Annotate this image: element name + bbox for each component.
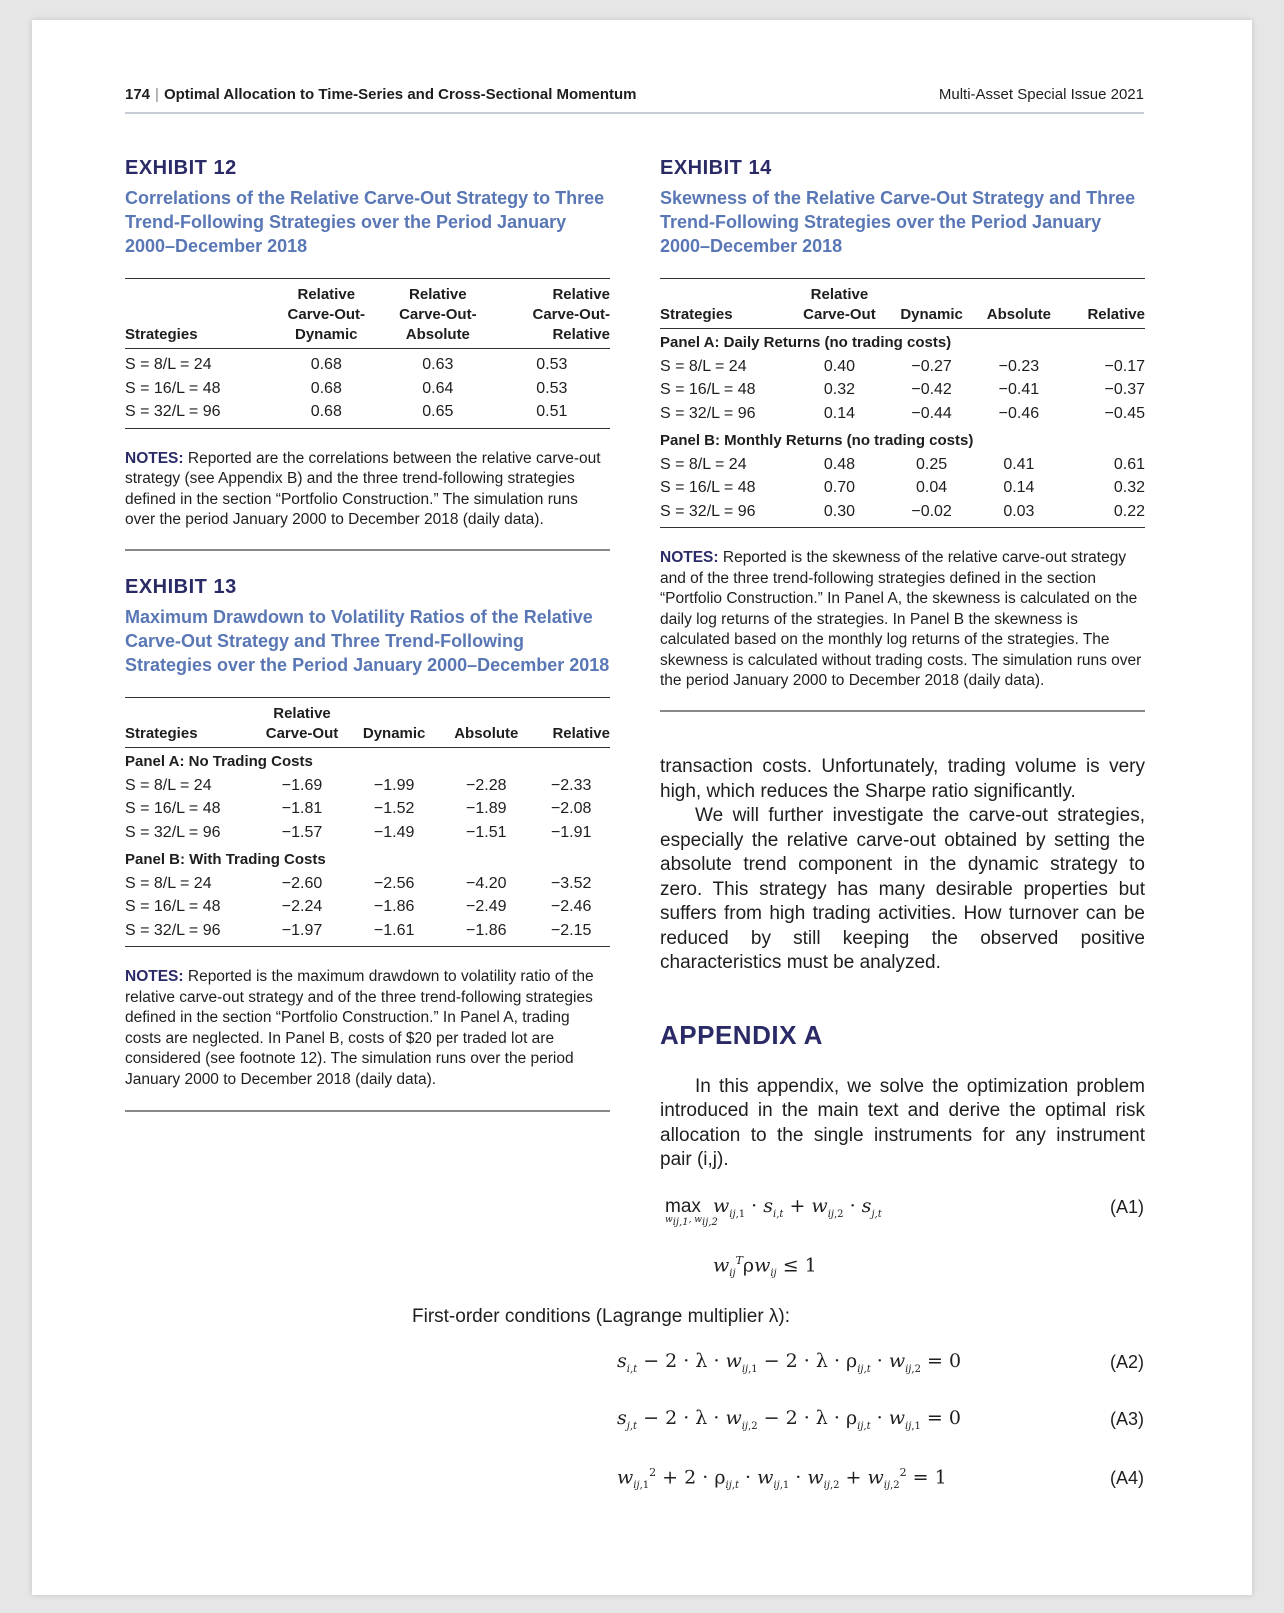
cell: −2.28 xyxy=(466,776,507,794)
row-label: S = 16/L = 48 xyxy=(660,479,756,496)
cell: 0.68 xyxy=(310,379,342,397)
appendix-a-title: APPENDIX A xyxy=(660,1019,823,1050)
notes-label: NOTES: xyxy=(660,549,719,566)
table-row xyxy=(125,821,610,845)
col-header-strategies: Strategies xyxy=(125,279,271,349)
cell: 0.51 xyxy=(536,403,568,420)
cell: −2.15 xyxy=(550,921,592,939)
exhibit-12-end-rule xyxy=(125,549,610,551)
appendix-intro-text: In this appendix, we solve the optimization problem introduced in the main text and derive the optimal risk allocation to the single instruments for any instrument pair (i,j). xyxy=(660,1075,1145,1170)
row-label: S = 8/L = 24 xyxy=(125,776,212,794)
cell: 0.68 xyxy=(310,356,342,373)
cell: −1.49 xyxy=(373,823,415,841)
cell: 0.53 xyxy=(536,379,568,397)
exhibit-13-end-rule xyxy=(125,1110,610,1112)
cell: −2.46 xyxy=(550,898,592,915)
table-row xyxy=(125,797,610,821)
exhibit-14-notes xyxy=(660,548,1145,692)
exhibit-12-label: EXHIBIT 12 xyxy=(125,157,237,179)
header-issue: Multi-Asset Special Issue 2021 xyxy=(938,86,1144,103)
body-paragraph-2: We will further investigate the carve-out strategies, especially the relative carve-out obtained by setting the absolute trend component in the dynamic strategy to zero. This strategy has many desirable properties but suffers from high trading activities. How turnover can be reduced by still keeping the observed positive characteristics must be analyzed. xyxy=(660,805,1145,973)
panel-b-label: Panel B: Monthly Returns (no trading costs) xyxy=(660,432,974,449)
table-row xyxy=(125,349,610,377)
cell: −1.69 xyxy=(281,776,323,794)
header-title: Optimal Allocation to Time-Series and Cross-Sectional Momentum xyxy=(163,86,637,103)
col-header-absolute: Absolute xyxy=(440,698,532,748)
col-header-rel-carveout-relative: Relative Carve-Out- Relative xyxy=(494,279,610,349)
row-label: S = 16/L = 48 xyxy=(125,800,221,817)
cell: 0.68 xyxy=(310,403,342,420)
col-header-absolute: Absolute xyxy=(975,279,1062,329)
cell: 0.03 xyxy=(1003,502,1035,520)
exhibit-14-table xyxy=(660,279,1145,527)
table-row xyxy=(125,919,610,947)
equation-a1-label: (A1) xyxy=(1110,1197,1145,1217)
panel-a-label: Panel A: Daily Returns (no trading costs) xyxy=(660,334,952,351)
cell: −1.91 xyxy=(550,823,592,841)
cell: 0.53 xyxy=(536,356,568,373)
panel-b-row xyxy=(660,425,1145,453)
exhibit-12-title: Correlations of the Relative Carve-Out Strategy to Three Trend-Following Strategies over the Period January 2000–December 2018 xyxy=(125,188,605,256)
table-row xyxy=(125,872,610,896)
notes-label: NOTES: xyxy=(125,968,184,985)
cell: −4.20 xyxy=(466,874,507,892)
table-row xyxy=(125,400,610,428)
cell: 0.64 xyxy=(422,379,454,397)
col-header-relative-carveout: Relative Carve-Out xyxy=(256,698,348,748)
panel-a-row xyxy=(125,748,610,774)
notes-text: Reported is the maximum drawdown to volatility ratio of the relative carve-out strategy and of the three trend-following strategies defined in the section “Portfolio Construction.” In Panel A, trading costs are neglected. In Panel B, costs of $20 per traded lot are considered (see footnote 12). The simulation runs over the period January 2000 to December 2018 (daily data). xyxy=(125,968,594,1088)
table-row xyxy=(125,774,610,798)
equation-a3: $s_{j,t} - 2 \cdot \lambda \cdot w_{ij,2} - 2 \cdot \lambda \cdot \rho_{ij,t} \cdot w_{ij,1} = 0$ xyxy=(617,1407,961,1432)
cell: 0.61 xyxy=(1113,455,1145,473)
exhibit-12-table xyxy=(125,279,610,428)
equation-a2: $s_{i,t} - 2 \cdot \lambda \cdot w_{ij,1} - 2 \cdot \lambda \cdot \rho_{ij,t} \cdot w_{ij,2} = 0$ xyxy=(617,1350,962,1375)
cell: 0.25 xyxy=(916,455,948,473)
cell: −0.46 xyxy=(998,404,1040,422)
exhibit-12-table-wrap xyxy=(125,278,610,429)
exhibit-14-label: EXHIBIT 14 xyxy=(660,157,772,179)
equation-a3-label: (A3) xyxy=(1110,1409,1145,1429)
cell: −1.52 xyxy=(373,800,415,817)
exhibit-13-notes xyxy=(125,967,610,1090)
table-row xyxy=(660,476,1145,500)
cell: −0.41 xyxy=(998,381,1040,398)
exhibit-12-notes xyxy=(125,449,610,531)
cell: −2.49 xyxy=(466,898,507,915)
exhibit-14-end-rule xyxy=(660,710,1145,712)
cell: −1.86 xyxy=(466,921,507,939)
exhibit-13-table xyxy=(125,698,610,946)
cell: 0.14 xyxy=(823,404,855,422)
appendix-intro xyxy=(660,1075,1145,1173)
row-label: S = 8/L = 24 xyxy=(125,356,212,373)
exhibit-14-table-wrap xyxy=(660,278,1145,528)
cell: 0.14 xyxy=(1003,479,1035,496)
cell: −1.86 xyxy=(373,898,415,915)
row-label: S = 8/L = 24 xyxy=(660,455,747,473)
equation-a2-label: (A2) xyxy=(1110,1352,1145,1372)
cell: −3.52 xyxy=(550,874,592,892)
cell: 0.63 xyxy=(422,356,454,373)
cell: 0.65 xyxy=(422,403,454,420)
exhibit-12 xyxy=(125,157,610,551)
cell: −0.44 xyxy=(911,404,952,422)
exhibit-14-title: Skewness of the Relative Carve-Out Strategy and Three Trend-Following Strategies over the Period January 2000–December 2018 xyxy=(660,188,1136,256)
table-header-row xyxy=(125,698,610,748)
table-row xyxy=(660,500,1145,528)
cell: −0.42 xyxy=(911,381,952,398)
exhibit-13 xyxy=(125,576,610,1112)
col-header-dynamic: Dynamic xyxy=(888,279,975,329)
body-text-column xyxy=(660,755,1145,1173)
col-header-relative: Relative xyxy=(532,698,610,748)
cell: −1.61 xyxy=(373,921,415,939)
table-row xyxy=(660,378,1145,402)
table-header-row xyxy=(660,279,1145,329)
row-label: S = 8/L = 24 xyxy=(125,874,212,892)
row-label: S = 32/L = 96 xyxy=(125,403,221,420)
header-left xyxy=(125,86,637,103)
panel-a-row xyxy=(660,329,1145,355)
cell: 0.04 xyxy=(916,479,948,496)
cell: −2.56 xyxy=(373,874,415,892)
row-label: S = 32/L = 96 xyxy=(125,823,221,841)
row-label: S = 32/L = 96 xyxy=(660,502,756,520)
col-header-strategies: Strategies xyxy=(660,279,791,329)
table-header-row xyxy=(125,279,610,349)
cell: −2.60 xyxy=(281,874,323,892)
cell: 0.40 xyxy=(823,357,855,375)
row-label: S = 32/L = 96 xyxy=(660,404,756,422)
notes-label: NOTES: xyxy=(125,449,184,467)
exhibit-13-table-wrap xyxy=(125,697,610,947)
row-label: S = 32/L = 96 xyxy=(125,921,221,939)
cell: −1.97 xyxy=(281,921,323,939)
cell: 0.32 xyxy=(1113,479,1145,496)
row-label: S = 16/L = 48 xyxy=(660,381,756,398)
cell: −0.27 xyxy=(911,357,952,375)
equation-a4: $w_{ij,1}^2 + 2 \cdot \rho_{ij,t} \cdot w_{ij,1} \cdot w_{ij,2} + w_{ij,2}^2 = 1$ xyxy=(617,1466,947,1492)
col-header-relative: Relative xyxy=(1063,279,1145,329)
equation-a1-objective: max $w_{ij,1}$, $w_{ij,2}$ $w_{ij,1} \cdot s_{i,t} + w_{ij,2} \cdot s_{j,t}$ xyxy=(665,1195,882,1228)
row-label: S = 16/L = 48 xyxy=(125,379,221,397)
cell: −0.37 xyxy=(1104,381,1145,398)
cell: 0.41 xyxy=(1003,455,1035,473)
cell: −2.08 xyxy=(550,800,592,817)
row-label: S = 16/L = 48 xyxy=(125,898,221,915)
row-label: S = 8/L = 24 xyxy=(660,357,747,375)
body-paragraph-1: transaction costs. Unfortunately, trading volume is very high, which reduces the Sharpe ratio significantly. xyxy=(660,756,1145,802)
first-order-conditions: First-order conditions (Lagrange multiplier λ): xyxy=(412,1306,791,1327)
cell: 0.70 xyxy=(823,479,855,496)
table-row xyxy=(660,355,1145,379)
cell: −0.23 xyxy=(998,357,1040,375)
col-header-strategies: Strategies xyxy=(125,698,256,748)
header-separator: | xyxy=(155,86,159,103)
cell: −0.02 xyxy=(911,502,952,520)
cell: −1.57 xyxy=(281,823,323,841)
exhibit-13-label: EXHIBIT 13 xyxy=(125,576,237,598)
panel-b-label: Panel B: With Trading Costs xyxy=(125,851,326,868)
cell: 0.22 xyxy=(1113,502,1145,520)
col-header-rel-carveout-dynamic: Relative Carve-Out- Dynamic xyxy=(271,279,383,349)
cell: −0.17 xyxy=(1104,357,1145,375)
notes-text: Reported is the skewness of the relative carve-out strategy and of the three trend-following strategies defined in the section “Portfolio Construction.” In Panel A, the skewness is calculated on the daily log returns of the strategies. In Panel B the skewness is calculated based on the monthly log returns of the strategies. The skewness is calculated without trading costs. The simulation runs over the period January 2000 to December 2018 (daily data). xyxy=(660,549,1142,689)
cell: −2.24 xyxy=(281,898,323,915)
running-header xyxy=(125,86,1144,114)
page-number: 174 xyxy=(125,86,151,103)
cell: 0.32 xyxy=(823,381,855,398)
col-header-relative-carveout: Relative Carve-Out xyxy=(791,279,888,329)
table-row xyxy=(125,377,610,401)
table-row xyxy=(660,402,1145,426)
col-header-rel-carveout-absolute: Relative Carve-Out- Absolute xyxy=(382,279,494,349)
panel-b-row xyxy=(125,844,610,872)
cell: −1.99 xyxy=(373,776,415,794)
cell: 0.30 xyxy=(823,502,855,520)
cell: −1.81 xyxy=(281,800,323,817)
notes-text: Reported are the correlations between the relative carve-out strategy (see Appendix B) and the three trend-following strategies defined in the section “Portfolio Construction.” The simulation runs over the period January 2000 to December 2018 (daily data). xyxy=(125,449,601,528)
equation-a1-constraint: $w_{ij}^T\rho w_{ij} \le 1$ xyxy=(713,1254,817,1280)
exhibit-14 xyxy=(660,157,1145,712)
cell: −2.33 xyxy=(550,776,592,794)
cell: −1.89 xyxy=(466,800,507,817)
cell: −1.51 xyxy=(466,823,507,841)
table-row xyxy=(125,895,610,919)
equation-a4-label: (A4) xyxy=(1110,1468,1145,1488)
col-header-dynamic: Dynamic xyxy=(348,698,440,748)
cell: −0.45 xyxy=(1104,404,1145,422)
exhibit-13-title: Maximum Drawdown to Volatility Ratios of the Relative Carve-Out Strategy and Three Trend-Following Strategies over the Period January 2000–December 2018 xyxy=(125,607,610,675)
panel-a-label: Panel A: No Trading Costs xyxy=(125,753,313,770)
table-row xyxy=(660,453,1145,477)
cell: 0.48 xyxy=(823,455,855,473)
